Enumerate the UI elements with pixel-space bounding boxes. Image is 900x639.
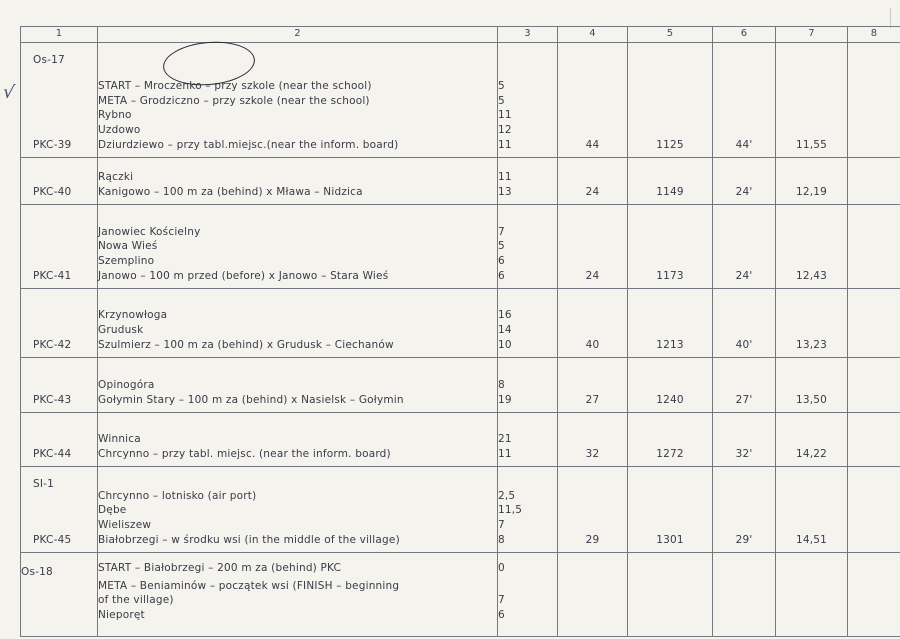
checkpoint-cell xyxy=(21,204,98,288)
segment-km: 11 xyxy=(498,109,512,122)
route-stop: Kanigowo – 100 m za (behind) x Mława – Nidzica xyxy=(98,186,363,198)
segment-km: 14 xyxy=(498,324,512,337)
distance-cell: 29 xyxy=(558,466,628,552)
route-cell xyxy=(98,204,498,288)
checkpoint-cell xyxy=(21,157,98,204)
segment-km: 10 xyxy=(498,339,512,351)
time-cell: 24' xyxy=(713,157,776,204)
segment-km: 2,5 xyxy=(498,489,516,502)
col-header-8: 8 xyxy=(848,27,900,43)
segment-km: 5 xyxy=(498,240,505,253)
table-row xyxy=(21,42,900,157)
table-row xyxy=(21,157,900,204)
segment-km: 6 xyxy=(498,255,505,268)
checkpoint-label: PKC-39 xyxy=(33,139,72,151)
time-cell: 44' xyxy=(713,42,776,157)
empty-cell xyxy=(628,552,713,636)
segment-km: 6 xyxy=(498,609,505,622)
cumulative-km-cell: 1240 xyxy=(628,357,713,412)
empty-cell xyxy=(848,288,900,357)
route-stop: Nowa Wieś xyxy=(98,240,158,253)
checkpoint-label: PKC-44 xyxy=(33,448,72,460)
route-cell xyxy=(98,288,498,357)
empty-cell xyxy=(848,42,900,157)
segment-km: 19 xyxy=(498,394,512,406)
checkpoint-label: PKC-40 xyxy=(33,186,72,198)
route-stop: Rączki xyxy=(98,171,134,184)
time-cell: 24' xyxy=(713,204,776,288)
checkpoint-cell xyxy=(21,42,98,157)
segment-km-cell xyxy=(498,357,558,412)
checkpoint-cell xyxy=(21,357,98,412)
col-header-5: 5 xyxy=(628,27,713,43)
cumulative-km-cell: 1173 xyxy=(628,204,713,288)
segment-km-cell xyxy=(498,204,558,288)
empty-cell xyxy=(848,204,900,288)
segment-km xyxy=(498,579,557,594)
segment-km-cell xyxy=(498,42,558,157)
segment-km: 7 xyxy=(498,594,505,607)
segment-km: 8 xyxy=(498,534,505,546)
col-header-1: 1 xyxy=(21,27,98,43)
segment-km-cell xyxy=(498,288,558,357)
table-row xyxy=(21,412,900,466)
table-row xyxy=(21,357,900,412)
segment-km: 12 xyxy=(498,124,512,137)
time-cell: 32' xyxy=(713,412,776,466)
checkpoint-start-label: Os-17 xyxy=(33,53,65,66)
clock-cell: 14,51 xyxy=(776,466,848,552)
segment-km-cell xyxy=(498,552,558,636)
distance-cell: 44 xyxy=(558,42,628,157)
route-stop: Opinogóra xyxy=(98,379,155,392)
segment-km: 13 xyxy=(498,186,512,198)
distance-cell: 27 xyxy=(558,357,628,412)
time-cell: 40' xyxy=(713,288,776,357)
route-stop: Nieporęt xyxy=(98,609,145,622)
route-stop: START – Mroczenko – przy szkole (near the school) xyxy=(98,79,372,92)
margin-check-mark: √ xyxy=(1,81,16,104)
segment-km-cell xyxy=(498,157,558,204)
checkpoint-label: PKC-45 xyxy=(33,534,72,546)
clock-cell: 14,22 xyxy=(776,412,848,466)
route-cell xyxy=(98,552,498,636)
route-stop: META – Grodziczno – przy szkole (near the school) xyxy=(98,94,370,107)
col-header-4: 4 xyxy=(558,27,628,43)
empty-cell xyxy=(848,157,900,204)
segment-km: 5 xyxy=(498,79,505,92)
route-cell xyxy=(98,357,498,412)
segment-km: 11,5 xyxy=(498,504,523,517)
distance-cell: 24 xyxy=(558,204,628,288)
route-stop: Wieliszew xyxy=(98,519,152,532)
segment-km: 11 xyxy=(498,448,512,460)
clock-cell: 13,50 xyxy=(776,357,848,412)
page-edge-mark xyxy=(890,8,891,28)
empty-cell xyxy=(848,357,900,412)
segment-km: 5 xyxy=(498,94,505,107)
table-row xyxy=(21,288,900,357)
route-stop: Dębe xyxy=(98,504,127,517)
col-header-2: 2 xyxy=(98,27,498,43)
empty-cell xyxy=(558,552,628,636)
col-header-6: 6 xyxy=(713,27,776,43)
route-stop: Chrcynno – przy tabl. miejsc. (near the inform. board) xyxy=(98,448,391,460)
segment-km: 6 xyxy=(498,270,505,282)
route-stop: Rybno xyxy=(98,109,132,122)
clock-cell: 11,55 xyxy=(776,42,848,157)
route-stop: META – Beniaminów – początek wsi (FINISH – beginning xyxy=(98,579,400,592)
route-stop: Szemplino xyxy=(98,255,155,268)
route-stop: Chrcynno – lotnisko (air port) xyxy=(98,489,257,502)
route-cell xyxy=(98,42,498,157)
route-stop: Gołymin Stary – 100 m za (behind) x Nasielsk – Gołymin xyxy=(98,394,404,406)
time-cell: 27' xyxy=(713,357,776,412)
empty-cell xyxy=(776,552,848,636)
checkpoint-start-label: Os-18 xyxy=(21,565,53,578)
checkpoint-cell xyxy=(21,466,98,552)
empty-cell xyxy=(848,466,900,552)
empty-cell xyxy=(848,552,900,636)
checkpoint-cell xyxy=(21,552,98,636)
segment-km: 16 xyxy=(498,309,512,322)
route-stop: Krzynowłoga xyxy=(98,309,168,322)
route-stop: of the village) xyxy=(98,594,174,607)
route-stop: Janowo – 100 m przed (before) x Janowo – Stara Wieś xyxy=(98,270,389,282)
empty-cell xyxy=(848,412,900,466)
cumulative-km-cell: 1272 xyxy=(628,412,713,466)
checkpoint-label: PKC-41 xyxy=(33,270,72,282)
checkpoint-label: PKC-42 xyxy=(33,339,72,351)
time-cell: 29' xyxy=(713,466,776,552)
distance-cell: 40 xyxy=(558,288,628,357)
clock-cell: 13,23 xyxy=(776,288,848,357)
route-stop: START – Białobrzegi – 200 m za (behind) PKC xyxy=(98,561,342,574)
table-row xyxy=(21,552,900,636)
segment-km: 7 xyxy=(498,225,505,238)
empty-cell xyxy=(713,552,776,636)
col-header-3: 3 xyxy=(498,27,558,43)
segment-km: 0 xyxy=(498,561,505,574)
route-stop: Szulmierz – 100 m za (behind) x Grudusk – Ciechanów xyxy=(98,339,394,351)
clock-cell: 12,43 xyxy=(776,204,848,288)
checkpoint-start-label: SI-1 xyxy=(33,477,55,490)
distance-cell: 32 xyxy=(558,412,628,466)
route-stop: Uzdowo xyxy=(98,124,141,137)
checkpoint-cell xyxy=(21,412,98,466)
segment-km-cell xyxy=(498,466,558,552)
route-cell xyxy=(98,466,498,552)
table-row xyxy=(21,204,900,288)
route-cell xyxy=(98,157,498,204)
table-row xyxy=(21,466,900,552)
checkpoint-cell xyxy=(21,288,98,357)
cumulative-km-cell: 1301 xyxy=(628,466,713,552)
route-stop: Winnica xyxy=(98,433,141,446)
cumulative-km-cell: 1125 xyxy=(628,42,713,157)
distance-cell: 24 xyxy=(558,157,628,204)
clock-cell: 12,19 xyxy=(776,157,848,204)
segment-km: 11 xyxy=(498,171,512,184)
checkpoint-label: PKC-43 xyxy=(33,394,72,406)
route-stop: Grudusk xyxy=(98,324,144,337)
route-cell xyxy=(98,412,498,466)
segment-km: 21 xyxy=(498,433,512,446)
route-stop: Białobrzegi – w środku wsi (in the middle of the village) xyxy=(98,534,400,546)
route-table xyxy=(20,26,900,637)
route-stop: Dziurdziewo – przy tabl.miejsc.(near the inform. board) xyxy=(98,139,399,151)
segment-km: 8 xyxy=(498,379,505,392)
header-row xyxy=(21,27,900,43)
col-header-7: 7 xyxy=(776,27,848,43)
segment-km: 11 xyxy=(498,139,512,151)
cumulative-km-cell: 1213 xyxy=(628,288,713,357)
segment-km: 7 xyxy=(498,519,505,532)
cumulative-km-cell: 1149 xyxy=(628,157,713,204)
route-stop: Janowiec Kościelny xyxy=(98,225,201,238)
segment-km-cell xyxy=(498,412,558,466)
